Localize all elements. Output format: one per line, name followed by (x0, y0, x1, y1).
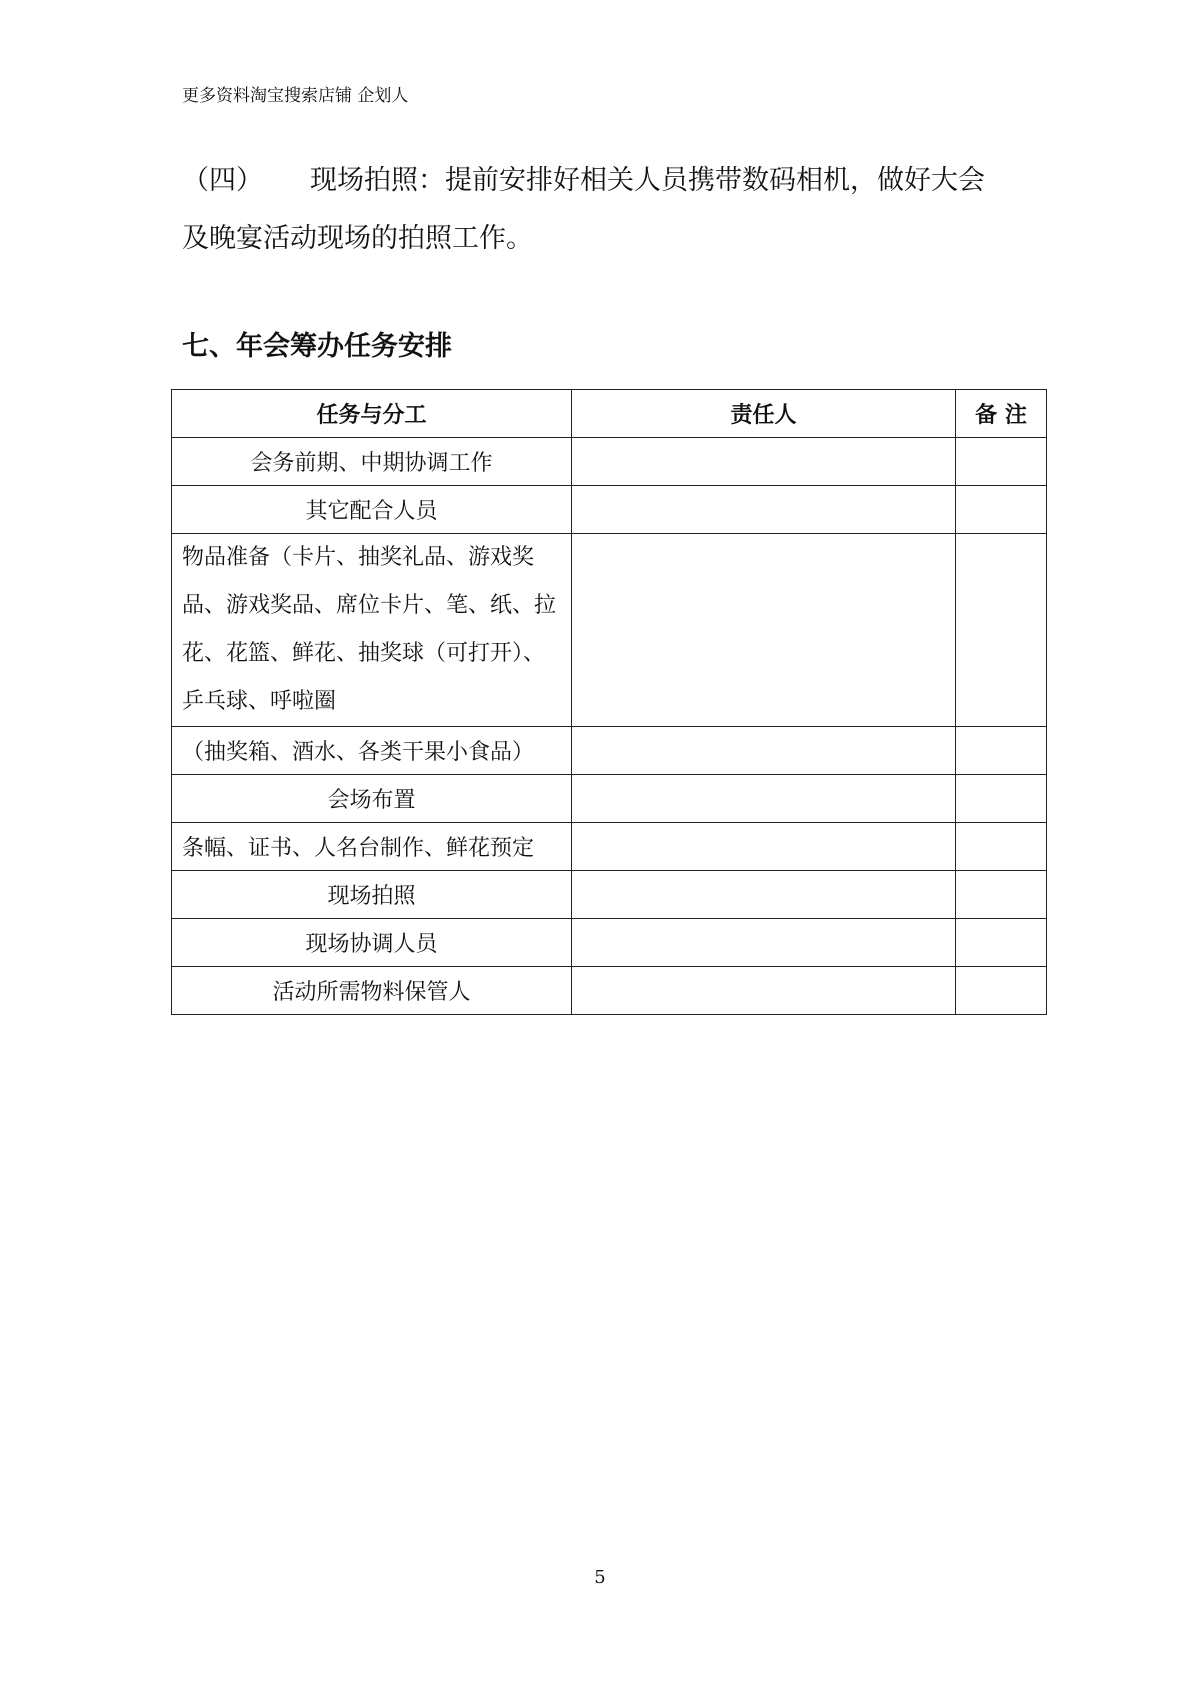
notes-cell (956, 486, 1047, 534)
owner-cell (572, 534, 956, 727)
header-owner: 责任人 (572, 390, 956, 438)
table-header-row (172, 390, 1047, 438)
table-row (172, 823, 1047, 871)
paragraph-line-1 (182, 152, 1042, 210)
owner-cell (572, 919, 956, 967)
notes-cell (956, 775, 1047, 823)
notes-cell (956, 727, 1047, 775)
owner-cell (572, 823, 956, 871)
task-assignment-table (171, 389, 1047, 1015)
task-cell: 物品准备（卡片、抽奖礼品、游戏奖品、游戏奖品、席位卡片、笔、纸、拉花、花篮、鲜花、抽奖球（可打开）、乒乓球、呼啦圈 (172, 534, 572, 727)
table-row (172, 534, 1047, 727)
notes-cell (956, 534, 1047, 727)
owner-cell (572, 967, 956, 1015)
task-cell: 活动所需物料保管人 (172, 967, 572, 1015)
table-row (172, 775, 1047, 823)
header-note: 更多资料淘宝搜索店铺 企划人 (182, 86, 409, 106)
paragraph-text-1: 现场拍照：提前安排好相关人员携带数码相机，做好大会 (310, 165, 985, 196)
table-row (172, 919, 1047, 967)
owner-cell (572, 486, 956, 534)
paragraph-photography (182, 152, 1042, 268)
section-title: 七、年会筹办任务安排 (182, 331, 452, 362)
paragraph-marker: （四） (182, 165, 263, 196)
notes-cell (956, 919, 1047, 967)
paragraph-line-2: 及晚宴活动现场的拍照工作。 (182, 223, 533, 254)
notes-cell (956, 871, 1047, 919)
table-row (172, 871, 1047, 919)
task-cell: 会务前期、中期协调工作 (172, 438, 572, 486)
task-cell: 现场拍照 (172, 871, 572, 919)
header-notes: 备 注 (956, 390, 1047, 438)
table-row (172, 438, 1047, 486)
notes-cell (956, 967, 1047, 1015)
notes-cell (956, 438, 1047, 486)
table-row (172, 486, 1047, 534)
owner-cell (572, 438, 956, 486)
task-cell: （抽奖箱、酒水、各类干果小食品） (172, 727, 572, 775)
owner-cell (572, 727, 956, 775)
owner-cell (572, 775, 956, 823)
task-cell: 其它配合人员 (172, 486, 572, 534)
notes-cell (956, 823, 1047, 871)
owner-cell (572, 871, 956, 919)
table-row (172, 727, 1047, 775)
task-cell: 现场协调人员 (172, 919, 572, 967)
task-cell: 会场布置 (172, 775, 572, 823)
task-cell: 条幅、证书、人名台制作、鲜花预定 (172, 823, 572, 871)
table-row (172, 967, 1047, 1015)
header-task: 任务与分工 (172, 390, 572, 438)
page-number: 5 (594, 1567, 606, 1588)
